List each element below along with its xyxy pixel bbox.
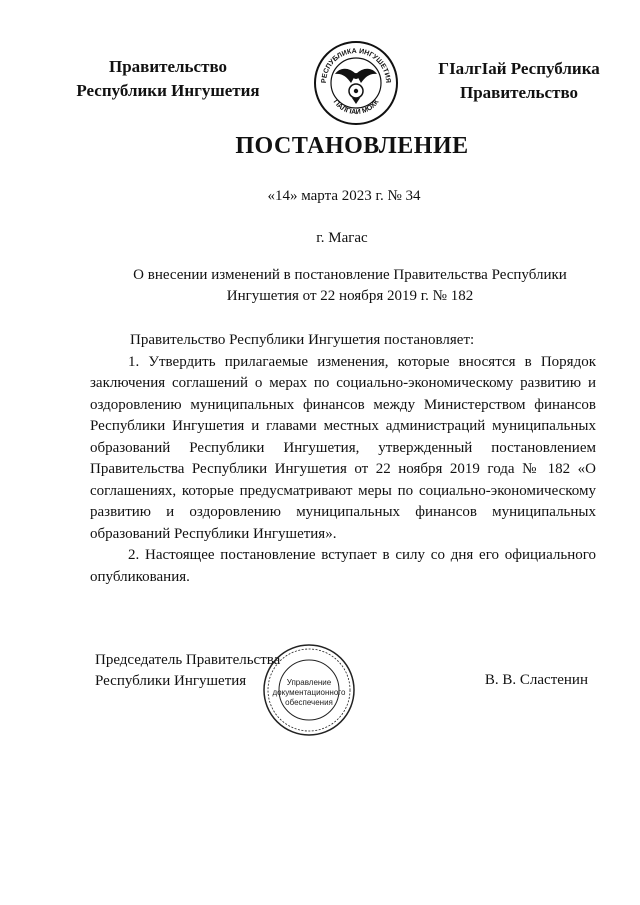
stamp-line1: Управление <box>286 678 332 687</box>
header-right-line1: ГIалгIай Республика <box>438 59 600 78</box>
signature-name: В. В. Сластенин <box>484 672 588 688</box>
document-date-number: «14» марта 2023 г. № 34 <box>267 188 421 204</box>
header-right <box>410 57 628 105</box>
signature-position-line1: Председатель Правительства <box>95 652 281 668</box>
header-left-line1: Правительство <box>108 57 228 76</box>
header-right-line2: Правительство <box>459 83 579 102</box>
document-city: г. Магас <box>316 230 368 246</box>
stamp-line2: документационного <box>272 688 346 697</box>
body-item-1: 1. Утвердить прилагаемые изменения, которые вносятся в Порядок заключения соглашений о мерах по социально-экономическому развитию и оздоровлению муниципальных финансов между Министерством финансов Республики Ингушетия и главами местных администраций муниципальных образований Республики Ингушетия, утвержденный постановлением Правительства Республики Ингушетия от 22 ноября 2019 года № 182 «О соглашениях, которые предусматривают меры по социально-экономическому развитию и оздоровлению муниципальных финансов муниципальных образований Республики Ингушетия». <box>90 353 596 542</box>
svg-text:РЕСПУБЛИКА ИНГУШЕТИЯ: РЕСПУБЛИКА ИНГУШЕТИЯ <box>320 47 392 84</box>
header-left <box>60 55 276 103</box>
round-stamp-icon <box>261 642 357 738</box>
document-subject: О внесении изменений в постановление Правительства Республики Ингушетия от 22 ноября 2019 г. № 182 <box>133 267 567 304</box>
body-intro: Правительство Республики Ингушетия постановляет: <box>130 332 475 348</box>
signature-position-line2: Республики Ингушетия <box>95 673 247 689</box>
body-item-2: 2. Настоящее постановление вступает в силу со дня его официального опубликования. <box>90 547 596 585</box>
svg-text:ГIАЛГIАЙ МОХК: ГIАЛГIАЙ МОХК <box>331 98 381 117</box>
header-left-line2: Республики Ингушетия <box>76 81 260 100</box>
document-body <box>90 330 596 588</box>
stamp-line3: обеспечения <box>285 698 333 707</box>
document-title: ПОСТАНОВЛЕНИЕ <box>235 133 469 159</box>
signature-position <box>95 650 280 692</box>
coat-of-arms-icon <box>313 40 399 126</box>
